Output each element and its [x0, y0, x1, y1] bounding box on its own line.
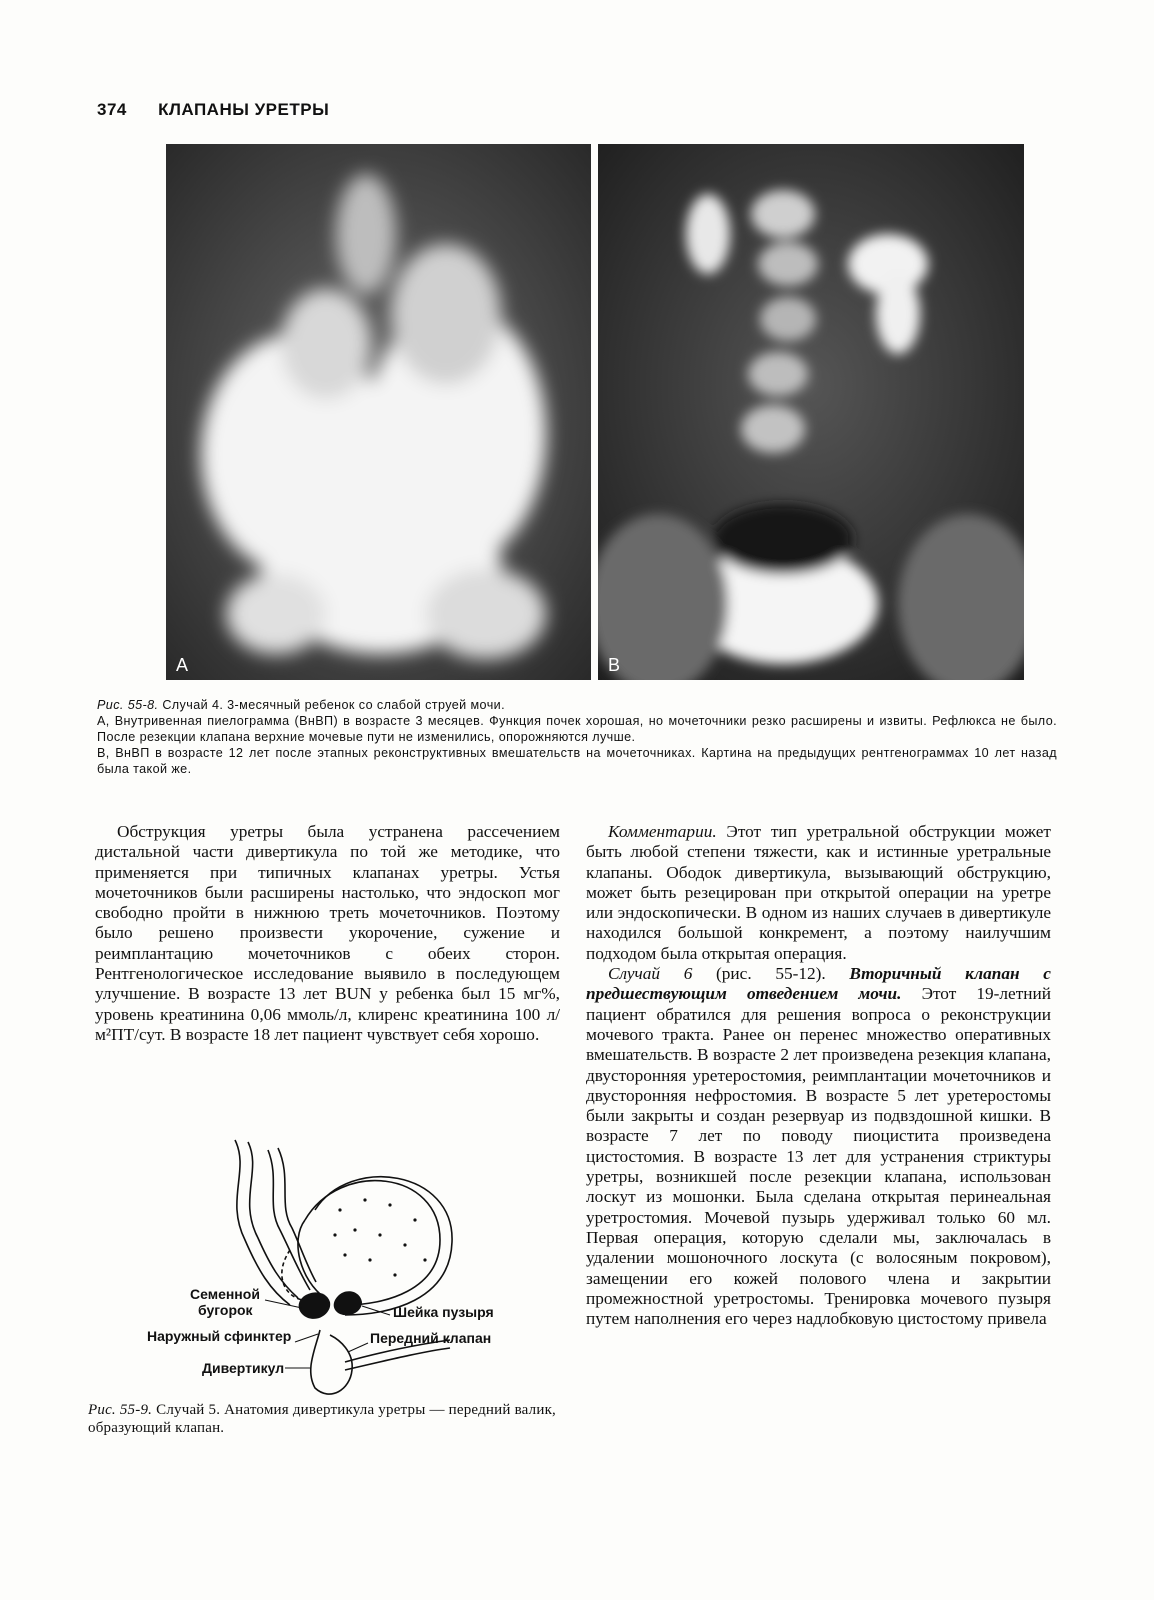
- page-header: [97, 100, 329, 120]
- label-external-sphincter: Наружный сфинктер: [147, 1328, 292, 1344]
- comments-paragraph: [586, 822, 1051, 964]
- urethra-anatomy-drawing: [140, 1130, 500, 1400]
- right-column: [586, 822, 1051, 1329]
- panel-b-label: B: [608, 655, 621, 675]
- figure-55-8-caption-a: А, Внутривенная пиелограмма (ВнВП) в возрасте 3 месяцев. Функция почек хорошая, но мочеточники резко расширены и извиты. Рефлюкса не было. После резекции клапана верхние мочевые пути не изменились, опорожняются лучше.: [97, 714, 1057, 744]
- label-anterior-valve: Передний клапан: [370, 1330, 492, 1346]
- figure-55-8-number: Рис. 55-8.: [97, 698, 159, 712]
- label-diverticulum: Дивертикул: [202, 1360, 285, 1376]
- xray-a-graphic: [166, 144, 591, 680]
- page-number: 374: [97, 100, 127, 119]
- left-paragraph: Обструкция уретры была устранена рассечением дистальной части дивертикула по той же методике, что применяется при типичных клапанах уретры. Устья мочеточников были расширены настолько, что эндоскоп мог свободно пройти в нижнюю треть мочеточников. Поэтому было решено произвести укорочение, сужение и реимплантацию мочеточников с обеих сторон. Рентгенологическое исследование выявило в последующем улучшение. В возрасте 13 лет BUN у ребенка был 15 мг%, уровень креатинина 0,06 ммоль/л, клиренс креатинина 100 л/м²ПТ/сут. В возрасте 18 лет пациент чувствует себя хорошо.: [95, 822, 560, 1044]
- running-title: КЛАПАНЫ УРЕТРЫ: [158, 100, 330, 119]
- comments-label: Комментарии.: [608, 822, 717, 841]
- case6-title: Вторичный клапан с предшествующим отведением мочи.: [586, 964, 1051, 1004]
- label-seminal-1: Семенной: [190, 1286, 260, 1302]
- left-column: [95, 822, 560, 1045]
- figure-55-8-caption: [97, 697, 1057, 777]
- figure-55-9-caption: [88, 1401, 556, 1437]
- panel-a-label: A: [176, 655, 189, 675]
- case6-label: Случай 6: [608, 964, 693, 984]
- label-bladder-neck: Шейка пузыря: [393, 1304, 494, 1320]
- case6-ref: (рис. 55-12).: [716, 964, 826, 984]
- xray-image-a: [166, 144, 591, 680]
- case6-paragraph: [586, 964, 1051, 1329]
- label-seminal-2: бугорок: [198, 1302, 253, 1318]
- figure-55-8-title: Случай 4. 3-месячный ребенок со слабой струей мочи.: [162, 698, 505, 712]
- figure-55-9-number: Рис. 55-9.: [88, 1402, 153, 1418]
- figure-55-8-caption-b: В, ВнВП в возрасте 12 лет после этапных реконструктивных вмешательств на мочеточниках. Картина на предыдущих рентгенограммах 10 лет назад была такой же.: [97, 746, 1057, 776]
- case6-text: Этот 19-летний пациент обратился для решения вопроса о реконструкции мочевого тракта. Ранее он перенес множество оперативных вмешательств. В возрасте 2 лет произведена резекция клапана, двусторонняя уретеростомия, реимплантации мочеточников и двусторонняя нефростомия. В возрасте 5 лет уретеростомы были закрыты и создан резервуар из подвздошной кишки. В возрасте 7 лет по поводу пиоцистита произведена цистостомия. В возрасте 13 лет для устранения стриктуры уретры, возникшей после резекции клапана, использован лоскут из мошонки. Была сделана открытая перинеальная уретростомия. Мочевой пузырь удерживал только 60 мл. Первая операция, которую сделали мы, заключалась в удалении мошоночного лоскута (с волосяным покровом), замещении его кожей полового члена и закрытии промежностной уретростомы. Тренировка мочевого пузыря путем наполнения его через надлобковую цистостому привела: [586, 984, 1051, 1329]
- xray-image-b: [598, 144, 1024, 680]
- figure-55-9-diagram: [140, 1130, 500, 1400]
- xray-b-graphic: [598, 144, 1024, 680]
- comments-text: Этот тип уретральной обструкции может быть любой степени тяжести, как и истинные уретральные клапаны. Ободок дивертикула, вызывающий обструкцию, может быть резецирован при открытой операции на уретре или эндоскопически. В одном из наших случаев в дивертикуле находился большой конкремент, а поэтому наилучшим подходом была открытая операция.: [586, 822, 1051, 963]
- figure-55-9-text: Случай 5. Анатомия дивертикула уретры — передний валик, образующий клапан.: [88, 1402, 557, 1436]
